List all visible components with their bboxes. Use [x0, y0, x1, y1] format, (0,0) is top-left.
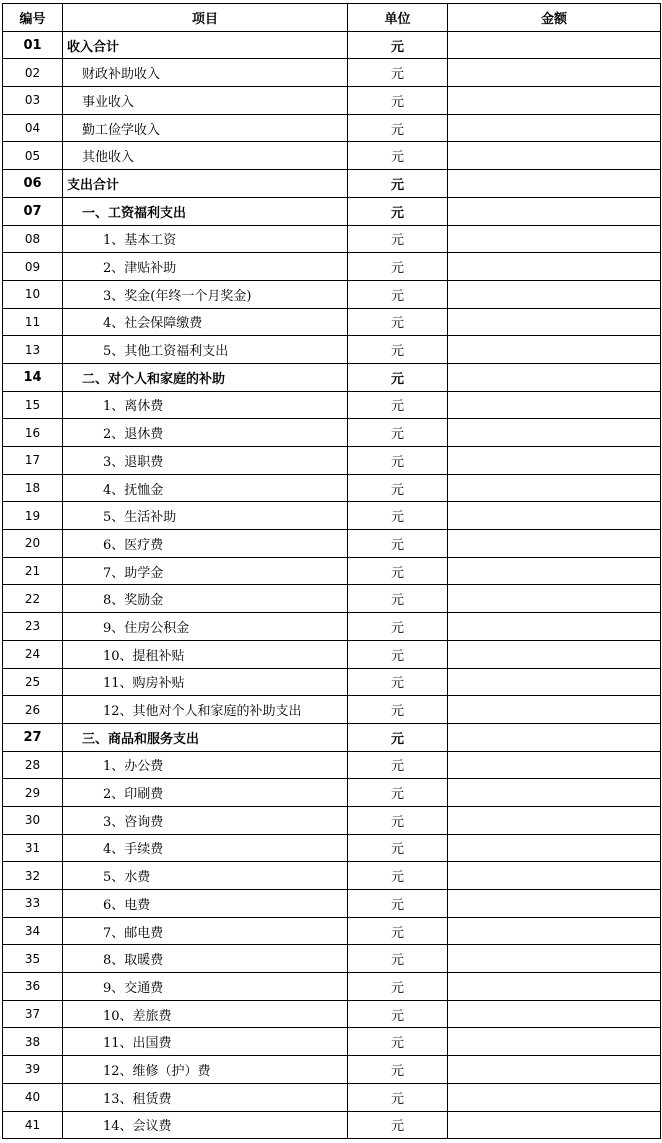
- row-amount[interactable]: [448, 834, 661, 862]
- header-item: 项目: [63, 4, 348, 32]
- row-number: 02: [3, 59, 63, 87]
- row-amount[interactable]: [448, 1111, 661, 1139]
- row-amount[interactable]: [448, 1000, 661, 1028]
- row-unit: 元: [348, 225, 448, 253]
- row-unit: 元: [348, 59, 448, 87]
- row-item: 10、提租补贴: [63, 640, 348, 668]
- row-unit: 元: [348, 696, 448, 724]
- table-row: [3, 59, 661, 87]
- row-number: 14: [3, 363, 63, 391]
- row-amount[interactable]: [448, 280, 661, 308]
- row-unit: 元: [348, 723, 448, 751]
- table-row: [3, 1056, 661, 1084]
- table-row: [3, 1111, 661, 1139]
- row-amount[interactable]: [448, 170, 661, 198]
- row-number: 10: [3, 280, 63, 308]
- row-number: 33: [3, 890, 63, 918]
- row-unit: 元: [348, 1111, 448, 1139]
- row-unit: 元: [348, 834, 448, 862]
- row-unit: 元: [348, 751, 448, 779]
- table-row: [3, 696, 661, 724]
- row-unit: 元: [348, 87, 448, 115]
- row-number: 07: [3, 197, 63, 225]
- row-item: 4、社会保障缴费: [63, 308, 348, 336]
- row-item: 支出合计: [63, 170, 348, 198]
- row-unit: 元: [348, 862, 448, 890]
- row-item: 9、住房公积金: [63, 613, 348, 641]
- row-number: 34: [3, 917, 63, 945]
- table-row: [3, 806, 661, 834]
- row-number: 13: [3, 336, 63, 364]
- row-amount[interactable]: [448, 1083, 661, 1111]
- row-amount[interactable]: [448, 1028, 661, 1056]
- table-row: [3, 474, 661, 502]
- table-row: [3, 640, 661, 668]
- row-number: 25: [3, 668, 63, 696]
- row-unit: 元: [348, 585, 448, 613]
- table-row: [3, 1083, 661, 1111]
- row-amount[interactable]: [448, 696, 661, 724]
- row-number: 22: [3, 585, 63, 613]
- row-item: 事业收入: [63, 87, 348, 115]
- row-unit: 元: [348, 806, 448, 834]
- table-row: [3, 668, 661, 696]
- row-amount[interactable]: [448, 197, 661, 225]
- table-row: [3, 419, 661, 447]
- row-number: 23: [3, 613, 63, 641]
- row-item: 三、商品和服务支出: [63, 723, 348, 751]
- row-amount[interactable]: [448, 779, 661, 807]
- table-row: [3, 557, 661, 585]
- row-item: 3、咨询费: [63, 806, 348, 834]
- row-item: 13、租赁费: [63, 1083, 348, 1111]
- row-number: 26: [3, 696, 63, 724]
- table-row: [3, 280, 661, 308]
- row-unit: 元: [348, 557, 448, 585]
- header-row: [3, 4, 661, 32]
- table-row: [3, 1028, 661, 1056]
- row-item: 一、工资福利支出: [63, 197, 348, 225]
- row-amount[interactable]: [448, 87, 661, 115]
- row-item: 8、奖励金: [63, 585, 348, 613]
- row-number: 30: [3, 806, 63, 834]
- row-amount[interactable]: [448, 502, 661, 530]
- row-amount[interactable]: [448, 142, 661, 170]
- row-amount[interactable]: [448, 1056, 661, 1084]
- row-item: 12、维修（护）费: [63, 1056, 348, 1084]
- row-unit: 元: [348, 114, 448, 142]
- row-item: 2、津贴补助: [63, 253, 348, 281]
- table-row: [3, 170, 661, 198]
- row-item: 二、对个人和家庭的补助: [63, 363, 348, 391]
- row-item: 3、退职费: [63, 447, 348, 475]
- row-item: 4、手续费: [63, 834, 348, 862]
- row-number: 09: [3, 253, 63, 281]
- row-unit: 元: [348, 668, 448, 696]
- row-number: 24: [3, 640, 63, 668]
- table-row: [3, 391, 661, 419]
- row-number: 04: [3, 114, 63, 142]
- table-row: [3, 142, 661, 170]
- row-amount[interactable]: [448, 253, 661, 281]
- table-row: [3, 862, 661, 890]
- row-number: 03: [3, 87, 63, 115]
- row-amount[interactable]: [448, 114, 661, 142]
- row-amount[interactable]: [448, 530, 661, 558]
- row-item: 14、会议费: [63, 1111, 348, 1139]
- row-amount[interactable]: [448, 973, 661, 1001]
- table-row: [3, 447, 661, 475]
- row-number: 15: [3, 391, 63, 419]
- row-item: 12、其他对个人和家庭的补助支出: [63, 696, 348, 724]
- table-row: [3, 363, 661, 391]
- row-number: 38: [3, 1028, 63, 1056]
- row-item: 1、离休费: [63, 391, 348, 419]
- row-unit: 元: [348, 31, 448, 59]
- row-number: 40: [3, 1083, 63, 1111]
- row-number: 17: [3, 447, 63, 475]
- row-number: 20: [3, 530, 63, 558]
- row-amount[interactable]: [448, 447, 661, 475]
- row-unit: 元: [348, 640, 448, 668]
- row-item: 财政补助收入: [63, 59, 348, 87]
- row-item: 3、奖金(年终一个月奖金): [63, 280, 348, 308]
- row-unit: 元: [348, 1056, 448, 1084]
- row-item: 11、购房补贴: [63, 668, 348, 696]
- row-amount[interactable]: [448, 585, 661, 613]
- row-number: 37: [3, 1000, 63, 1028]
- row-number: 19: [3, 502, 63, 530]
- row-amount[interactable]: [448, 890, 661, 918]
- row-unit: 元: [348, 779, 448, 807]
- table-body: [3, 31, 661, 1139]
- row-amount[interactable]: [448, 640, 661, 668]
- row-unit: 元: [348, 917, 448, 945]
- row-unit: 元: [348, 280, 448, 308]
- table-row: [3, 917, 661, 945]
- row-amount[interactable]: [448, 363, 661, 391]
- row-unit: 元: [348, 419, 448, 447]
- row-item: 7、邮电费: [63, 917, 348, 945]
- row-unit: 元: [348, 363, 448, 391]
- row-item: 9、交通费: [63, 973, 348, 1001]
- table-row: [3, 31, 661, 59]
- row-amount[interactable]: [448, 723, 661, 751]
- row-number: 21: [3, 557, 63, 585]
- table-row: [3, 945, 661, 973]
- table-row: [3, 779, 661, 807]
- row-amount[interactable]: [448, 308, 661, 336]
- row-amount[interactable]: [448, 668, 661, 696]
- table-row: [3, 613, 661, 641]
- row-number: 16: [3, 419, 63, 447]
- table-row: [3, 723, 661, 751]
- row-unit: 元: [348, 613, 448, 641]
- row-item: 10、差旅费: [63, 1000, 348, 1028]
- row-unit: 元: [348, 170, 448, 198]
- header-num: 编号: [3, 4, 63, 32]
- table-row: [3, 225, 661, 253]
- row-item: 5、其他工资福利支出: [63, 336, 348, 364]
- table-row: [3, 114, 661, 142]
- row-unit: 元: [348, 474, 448, 502]
- row-unit: 元: [348, 447, 448, 475]
- row-item: 7、助学金: [63, 557, 348, 585]
- row-item: 2、印刷费: [63, 779, 348, 807]
- row-number: 08: [3, 225, 63, 253]
- row-amount[interactable]: [448, 862, 661, 890]
- row-amount[interactable]: [448, 806, 661, 834]
- row-number: 36: [3, 973, 63, 1001]
- row-item: 1、办公费: [63, 751, 348, 779]
- row-number: 39: [3, 1056, 63, 1084]
- row-unit: 元: [348, 391, 448, 419]
- row-number: 41: [3, 1111, 63, 1139]
- table-row: [3, 253, 661, 281]
- row-unit: 元: [348, 1000, 448, 1028]
- row-amount[interactable]: [448, 336, 661, 364]
- table-row: [3, 973, 661, 1001]
- row-unit: 元: [348, 530, 448, 558]
- table-row: [3, 87, 661, 115]
- table-row: [3, 530, 661, 558]
- row-unit: 元: [348, 973, 448, 1001]
- table-row: [3, 1000, 661, 1028]
- row-number: 35: [3, 945, 63, 973]
- row-number: 06: [3, 170, 63, 198]
- row-item: 8、取暖费: [63, 945, 348, 973]
- row-number: 29: [3, 779, 63, 807]
- table-row: [3, 336, 661, 364]
- row-unit: 元: [348, 308, 448, 336]
- table-row: [3, 890, 661, 918]
- row-amount[interactable]: [448, 59, 661, 87]
- row-amount[interactable]: [448, 613, 661, 641]
- row-unit: 元: [348, 197, 448, 225]
- row-number: 32: [3, 862, 63, 890]
- row-amount[interactable]: [448, 391, 661, 419]
- row-amount[interactable]: [448, 474, 661, 502]
- row-amount[interactable]: [448, 419, 661, 447]
- row-item: 11、出国费: [63, 1028, 348, 1056]
- row-amount[interactable]: [448, 945, 661, 973]
- row-unit: 元: [348, 1028, 448, 1056]
- row-item: 5、生活补助: [63, 502, 348, 530]
- row-number: 05: [3, 142, 63, 170]
- row-amount[interactable]: [448, 225, 661, 253]
- row-item: 1、基本工资: [63, 225, 348, 253]
- row-item: 6、电费: [63, 890, 348, 918]
- row-item: 2、退休费: [63, 419, 348, 447]
- row-number: 11: [3, 308, 63, 336]
- row-number: 18: [3, 474, 63, 502]
- row-unit: 元: [348, 945, 448, 973]
- row-item: 6、医疗费: [63, 530, 348, 558]
- table-row: [3, 751, 661, 779]
- row-item: 其他收入: [63, 142, 348, 170]
- row-unit: 元: [348, 142, 448, 170]
- row-number: 31: [3, 834, 63, 862]
- row-unit: 元: [348, 502, 448, 530]
- row-number: 27: [3, 723, 63, 751]
- row-item: 5、水费: [63, 862, 348, 890]
- table-row: [3, 585, 661, 613]
- row-unit: 元: [348, 336, 448, 364]
- row-amount[interactable]: [448, 31, 661, 59]
- row-number: 01: [3, 31, 63, 59]
- table-row: [3, 197, 661, 225]
- row-number: 28: [3, 751, 63, 779]
- header-amount: 金额: [448, 4, 661, 32]
- header-unit: 单位: [348, 4, 448, 32]
- row-amount[interactable]: [448, 751, 661, 779]
- table-row: [3, 834, 661, 862]
- row-item: 4、抚恤金: [63, 474, 348, 502]
- row-unit: 元: [348, 890, 448, 918]
- table-row: [3, 502, 661, 530]
- row-amount[interactable]: [448, 557, 661, 585]
- budget-table: [2, 3, 661, 1139]
- row-item: 收入合计: [63, 31, 348, 59]
- row-unit: 元: [348, 1083, 448, 1111]
- row-unit: 元: [348, 253, 448, 281]
- row-item: 勤工俭学收入: [63, 114, 348, 142]
- table-row: [3, 308, 661, 336]
- row-amount[interactable]: [448, 917, 661, 945]
